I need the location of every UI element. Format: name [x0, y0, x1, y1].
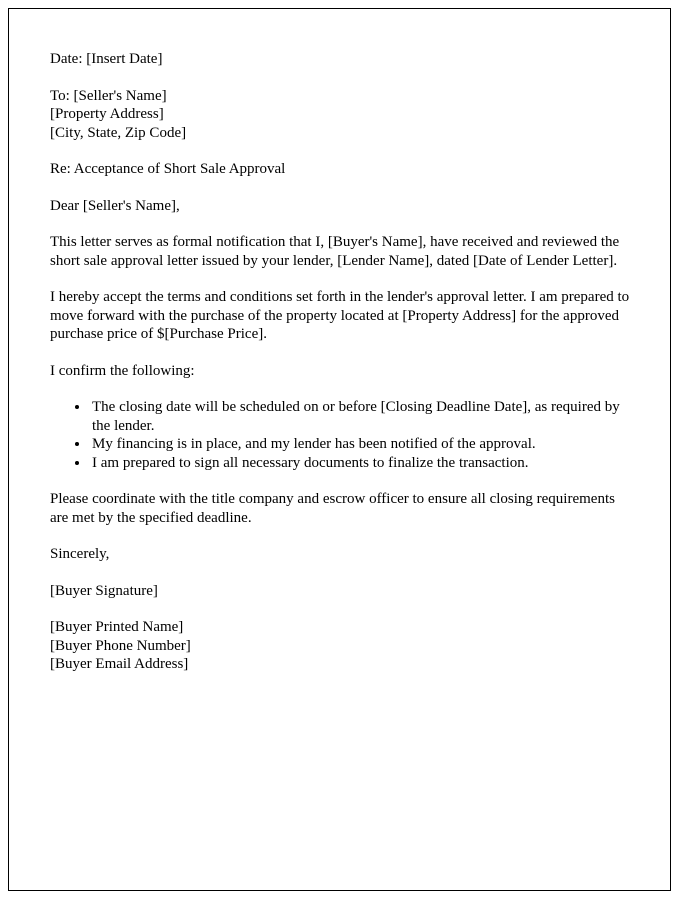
date-line: Date: [Insert Date] [50, 51, 163, 67]
confirmation-item-financing: • My financing is in place, and my lender has been notified of the approval. [90, 435, 630, 454]
salutation: Dear [Seller's Name], [50, 197, 180, 214]
letter-body [9, 9, 670, 674]
confirmation-list [50, 398, 630, 472]
sign-off: Sincerely, [50, 546, 110, 562]
confirmation-item-documents: • I am prepared to sign all necessary documents to finalize the transaction. [90, 454, 630, 473]
buyer-phone-number: [Buyer Phone Number] [50, 637, 191, 654]
recipient-to-line: To: [Seller's Name] [50, 87, 167, 104]
paragraph-confirm-intro: I confirm the following: [50, 362, 195, 379]
recipient-address-line2: [City, State, Zip Code] [50, 124, 187, 141]
signature-details-block [50, 618, 630, 674]
paragraph-acceptance: I hereby accept the terms and conditions set forth in the lender's approval letter. I am prepared to move forward with the purchase of the property located at [Property Address] for the approved purchase price of $[Purchase Price]. [50, 289, 630, 342]
recipient-address-line1: [Property Address] [50, 106, 164, 122]
subject-line: Re: Acceptance of Short Sale Approval [50, 161, 286, 177]
paragraph-closing: Please coordinate with the title company and escrow officer to ensure all closing requirements are met by the specified deadline. [50, 491, 615, 526]
signature-line: [Buyer Signature] [50, 582, 158, 599]
buyer-email-address: [Buyer Email Address] [50, 656, 189, 672]
letter-page [8, 8, 671, 891]
recipient-block [50, 87, 630, 143]
paragraph-notification: This letter serves as formal notification that I, [Buyer's Name], have received and reviewed the short sale approval letter issued by your lender, [Lender Name], dated [Date of Lender Letter]. [50, 234, 620, 269]
confirmation-item-closing-date: • The closing date will be scheduled on or before [Closing Deadline Date], as required by the lender. [90, 398, 630, 435]
buyer-printed-name: [Buyer Printed Name] [50, 619, 184, 635]
